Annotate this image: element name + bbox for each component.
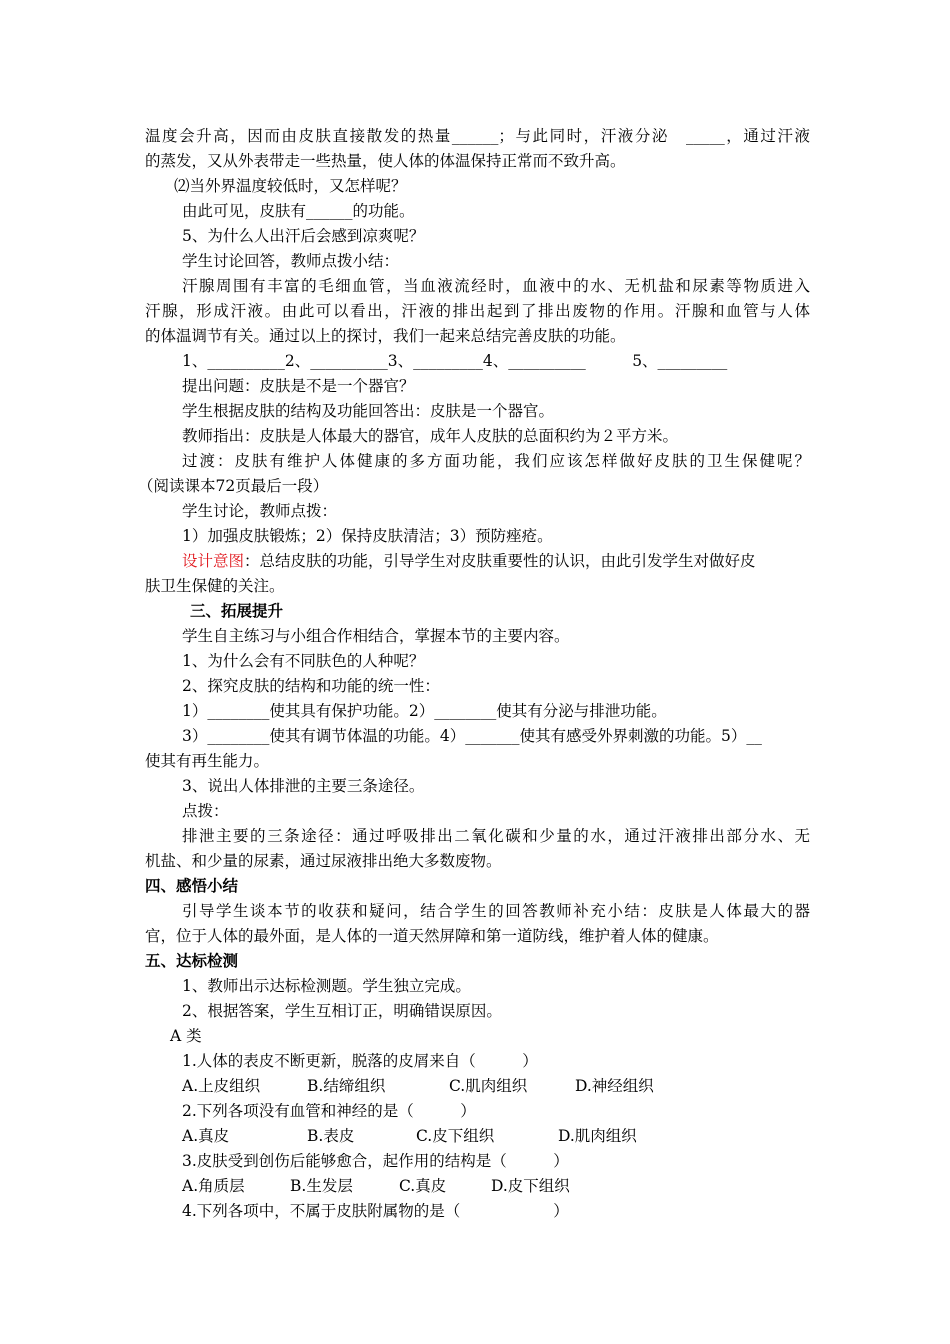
paragraph-line: 温度会升高，因而由皮肤直接散发的热量______；与此同时，汗液分泌 _____，通过汗液 [145, 127, 810, 145]
paragraph-line: 提出问题：皮肤是不是一个器官？ [182, 377, 415, 395]
answer-option: A.真皮 [182, 1127, 230, 1145]
paragraph-line: 的体温调节有关。通过以上的探讨，我们一起来总结完善皮肤的功能。 [145, 327, 626, 345]
paragraph-line: 教师指出：皮肤是人体最大的器官，成年人皮肤的总面积约为２平方米。 [182, 427, 679, 445]
paragraph-line: 1、教师出示达标检测题。学生独立完成。 [182, 977, 471, 995]
paragraph-line: 学生讨论回答，教师点拨小结： [182, 252, 400, 270]
answer-option: A.上皮组织 [182, 1077, 261, 1095]
paragraph-line: 过渡：皮肤有维护人体健康的多方面功能，我们应该怎样做好皮肤的卫生保健呢？ [182, 452, 810, 470]
answer-option: B.结缔组织 [307, 1077, 386, 1095]
answer-option: D.肌肉组织 [558, 1127, 637, 1145]
question-stem: 3.皮肤受到创伤后能够愈合，起作用的结构是（ ） [182, 1152, 569, 1170]
paragraph-line: 排泄主要的三条途径：通过呼吸排出二氧化碳和少量的水，通过汗液排出部分水、无 [182, 827, 810, 845]
blank-fill-line: 3）________使其有调节体温的功能。4）_______使其有感受外界刺激的功能。5）__ [182, 727, 762, 745]
section-heading: 五、达标检测 [145, 952, 239, 970]
paragraph-line: 3、说出人体排泄的主要三条途径。 [182, 777, 425, 795]
question-stem: 2.下列各项没有血管和神经的是（ ） [182, 1102, 476, 1120]
design-intent-line [182, 549, 847, 574]
paragraph-line: 2、探究皮肤的结构和功能的统一性： [182, 677, 440, 695]
answer-option: D.神经组织 [575, 1077, 654, 1095]
answer-option: B.生发层 [290, 1177, 353, 1195]
answer-option: B.表皮 [307, 1127, 355, 1145]
answer-option: C.皮下组织 [416, 1127, 495, 1145]
section-heading: 四、感悟小结 [145, 877, 239, 895]
answer-option: C.肌肉组织 [449, 1077, 528, 1095]
question-class-label: A 类 [170, 1027, 202, 1045]
design-intent-label: 设计意图 [182, 552, 245, 570]
section-heading: 三、拓展提升 [190, 602, 284, 620]
paragraph-line: 的蒸发，又从外表带走一些热量，使人体的体温保持正常而不致升高。 [145, 152, 626, 170]
paragraph-line: 由此可见，皮肤有______的功能。 [182, 202, 415, 220]
paragraph-line: 官，位于人体的最外面，是人体的一道天然屏障和第一道防线，维护着人体的健康。 [145, 927, 719, 945]
paragraph-line: 5、为什么人出汗后会感到凉爽呢？ [182, 227, 425, 245]
paragraph-line: 学生根据皮肤的结构及功能回答出：皮肤是一个器官。 [182, 402, 555, 420]
paragraph-line: 引导学生谈本节的收获和疑问，结合学生的回答教师补充小结：皮肤是人体最大的器 [182, 902, 810, 920]
answer-option: A.角质层 [182, 1177, 245, 1195]
paragraph-line: 肤卫生保健的关注。 [145, 577, 285, 595]
question-stem: 1.人体的表皮不断更新，脱落的皮屑来自（ ） [182, 1052, 538, 1070]
paragraph-line: 1）加强皮肤锻炼；2）保持皮肤清洁；3）预防痤疮。 [182, 527, 553, 545]
paragraph-line: 使其有再生能力。 [145, 752, 270, 770]
question-stem: 4.下列各项中，不属于皮肤附属物的是（ ） [182, 1202, 569, 1220]
paragraph-line: 点拨： [182, 802, 229, 820]
paragraph-line: 2、根据答案，学生互相订正，明确错误原因。 [182, 1002, 502, 1020]
paragraph-line: ⑵当外界温度较低时，又怎样呢？ [174, 177, 407, 195]
paragraph-line: （阅读课本72页最后一段） [138, 477, 329, 495]
blank-fill-line: 1、__________2、__________3、_________4、__________ 5、_________ [182, 352, 728, 370]
answer-option: D.皮下组织 [491, 1177, 570, 1195]
answer-option: C.真皮 [399, 1177, 447, 1195]
paragraph-line: 机盐、和少量的尿素，通过尿液排出绝大多数废物。 [145, 852, 502, 870]
paragraph-line: 1、为什么会有不同肤色的人种呢？ [182, 652, 425, 670]
paragraph-line: 汗腺周围有丰富的毛细血管，当血液流经时，血液中的水、无机盐和尿素等物质进入 [182, 277, 810, 295]
paragraph-line: 学生讨论，教师点拨： [182, 502, 338, 520]
blank-fill-line: 1）________使其具有保护功能。2）________使其有分泌与排泄功能。 [182, 702, 667, 720]
paragraph-line: 学生自主练习与小组合作相结合，掌握本节的主要内容。 [182, 627, 570, 645]
paragraph-text: ：总结皮肤的功能，引导学生对皮肤重要性的认识，由此引发学生对做好皮 [244, 552, 756, 570]
paragraph-line: 汗腺，形成汗液。由此可以看出，汗液的排出起到了排出废物的作用。汗腺和血管与人体 [145, 302, 810, 320]
